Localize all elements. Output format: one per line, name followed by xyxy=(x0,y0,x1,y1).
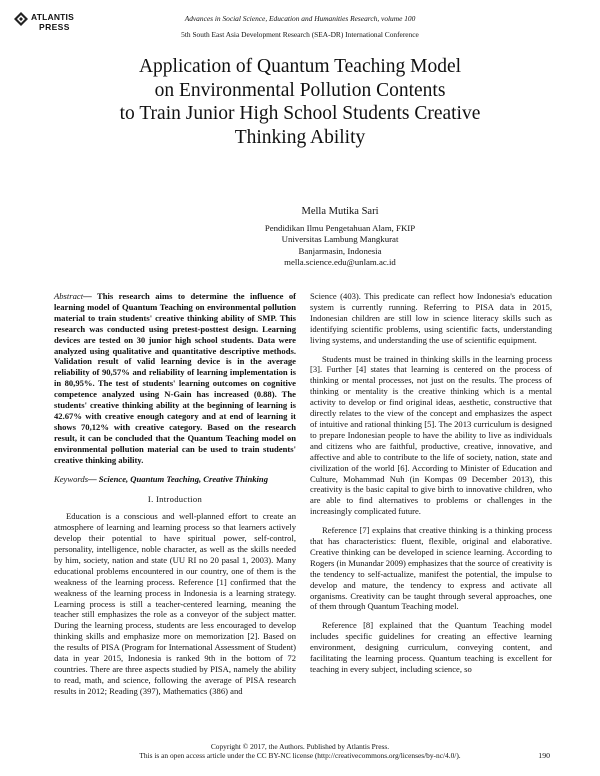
body-paragraph: Students must be trained in thinking skills in the learning process [3]. Further [4] states that learning is centered on the process of thinking or mental processes, not just on the results. The process of thinking or mentality is the creative thinking which is a mental activity to develop or find original ideas, aesthetic, constructive that directly relates to the view of the concept and emphasizes the aspect of intuitive and rational thinking [5]. The 2013 curriculum is designed to prepare Indonesian people to have the ability to live as individuals and citizens who are faithful, productive, creative, innovative, and affective and able to contribute to the life of society, nation, state and civilization of the world [6]. According to Minister of Education and Culture, Mohammad Nuh (in Kompas 09 December 2013), this creativity is the basic capital to give birth to innovative children, who are able to find alternatives to problems or challenges in the increasingly complicated future. xyxy=(310,353,552,517)
journal-header: Advances in Social Science, Education and Humanities Research, volume 100 xyxy=(184,14,416,23)
author-city: Banjarmasin, Indonesia xyxy=(298,245,382,256)
body-paragraph: Reference [7] explains that creative thinking is a thinking process that has characteristics: fluent, flexible, original and elaborative. Creative thinking can be developed in science learning. According to Rogers (in Munandar 2009) emphasizes that the source of creativity is the tendency to self-actualize, manifest the potential, the impulse to develop and mature, the tendency to express and activate all organisms. Creativity can be taught through several approaches, one of them through Quantum Teaching model. xyxy=(310,525,552,612)
author-university: Universitas Lambung Mangkurat xyxy=(281,234,399,245)
author-department: Pendidikan Ilmu Pengetahuan Alam, FKIP xyxy=(264,223,416,234)
title-line: to Train Junior High School Students Creative xyxy=(119,103,481,124)
abstract-lead: Abstract xyxy=(54,291,84,301)
right-column xyxy=(310,291,552,675)
body-paragraph: Reference [8] explained that the Quantum Teaching model includes specific guidelines for creating an effective learning environment, designing curriculum, conveying content, and facilitating the learning process. Quantum teaching is excellent for teaching in every subject, including science, so xyxy=(310,620,552,674)
author-name: Mella Mutika Sari xyxy=(301,206,379,217)
section-number: I. xyxy=(147,494,154,505)
section-heading xyxy=(54,494,296,505)
keywords xyxy=(54,474,296,485)
conference-header: 5th South East Asia Development Research (SEA-DR) International Conference xyxy=(181,30,419,39)
paper-title xyxy=(60,55,540,149)
author-email[interactable]: mella.science.edu@unlam.ac.id xyxy=(284,256,396,267)
publisher-name-line2: PRESS xyxy=(39,22,70,32)
title-line: on Environmental Pollution Contents xyxy=(154,79,446,101)
page-number: 190 xyxy=(538,751,550,760)
abstract-text: — This research aims to determine the influence of learning model of Quantum Teaching on environmental pollution material to train students' creative thinking ability of SMP. This research was conducted using pretest-posttest design. Learning devices are tested on 30 junior high school students. Data were analyzed using qualitative and quantitative descriptive methods. Validation result of valid learning device is in the average reliability of 90,57% and reliability of learning implementation is in 80,95%. The test of students' learning outcomes on cognitive competence analyzed using N-Gain has increased (0.88). The students' creative thinking ability at the beginning of learning is 42.67% with creative enough category and at end of learning it shows 70,12% with creative category. Based on the research result, it can be concluded that the Quantum Teaching model on environmental pollution material can be used to train students' creative thinking ability. xyxy=(54,291,296,465)
publisher-name-line1: ATLANTIS xyxy=(31,12,74,22)
title-line: Thinking Ability xyxy=(234,126,366,148)
title-line: Application of Quantum Teaching Model xyxy=(138,56,462,77)
body-paragraph: Education is a conscious and well-planned effort to create an atmosphere of learning and learning process so that learners actively develop their potential to have spiritual power, self-control, personality, intelligence, noble character, as well as the skills needed by him, society, nation and state (UU RI no 20 pasal 1, 2003). Many educational problems encountered in our country, one of them is the weakness of the learning process. Reference [1] confirmed that the weakness of the learning process in Indonesia is a learning strategy. Learning process is still a teacher-centered learning, meaning the teacher still emphasizes the role as a conveyor of the subject matter. During the learning process, students are less encouraged to develop thinking skills and emphasize more on memorization [2]. Based on the results of PISA (Program for International Assessment of Student) data in year 2015, Indonesia is ranked 9th in the bottom of 72 countries. There are three aspects studied by PISA, namely the ability to read, math, and science, following the average of PISA research results in 2012; Reading (397), Mathematics (386) and xyxy=(54,511,296,696)
footer xyxy=(60,742,540,760)
author-block xyxy=(190,206,490,268)
keywords-text: — Science, Quantum Teaching, Creative Thinking xyxy=(88,473,268,484)
keywords-lead: Keywords xyxy=(54,473,89,484)
atlantis-logo-icon xyxy=(14,12,28,26)
body-paragraph: Science (403). This predicate can reflect how Indonesia's education system is currently running. Referring to PISA data in 2015, Indonesian children are still low in science literacy skills such as identifying scientific problems, using scientific facts, understanding living systems, and understanding the use of scientific equipment. xyxy=(310,291,552,345)
left-column xyxy=(54,291,296,697)
section-title: Introduction xyxy=(155,494,203,505)
copyright-notice: Copyright © 2017, the Authors. Published by Atlantis Press. xyxy=(210,742,390,751)
abstract xyxy=(54,291,296,466)
license-notice: This is an open access article under the CC BY-NC license (http://creativecommons.org/licenses/by-nc/4.0/). xyxy=(139,751,461,760)
